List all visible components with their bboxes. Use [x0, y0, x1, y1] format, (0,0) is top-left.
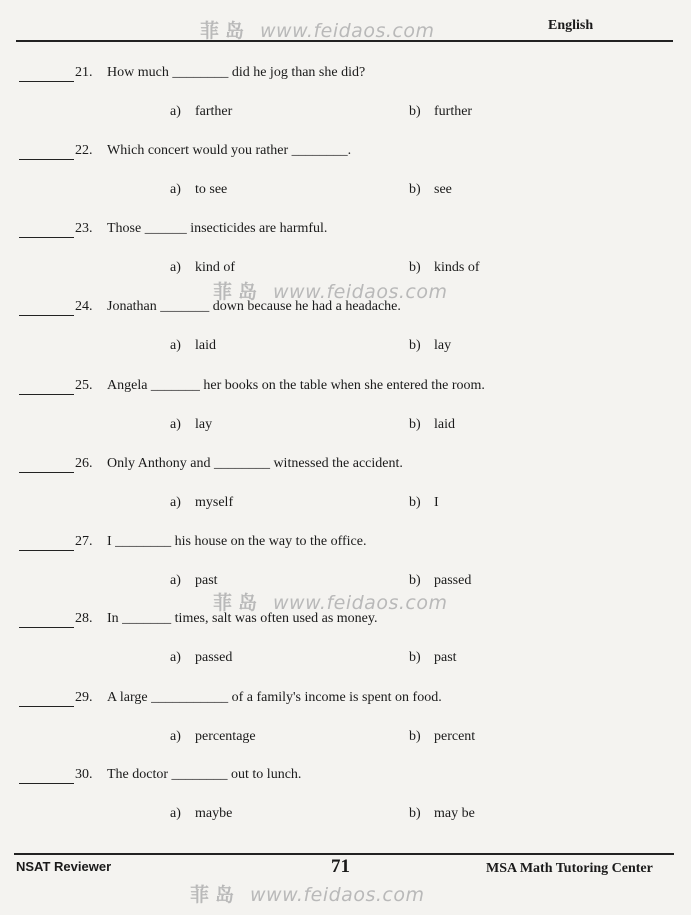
option-a[interactable]: [170, 181, 227, 198]
question-item: [0, 455, 691, 533]
question-text: I ________ his house on the way to the office.: [107, 534, 367, 549]
question-item: [0, 64, 691, 142]
answer-blank[interactable]: [19, 766, 74, 784]
option-letter: a): [170, 650, 181, 665]
option-letter: b): [409, 182, 421, 197]
question-number: 23.: [75, 221, 93, 236]
question-number: 27.: [75, 534, 93, 549]
question-number: 30.: [75, 767, 93, 782]
watermark-mark: 菲岛: [190, 884, 241, 906]
option-text: percentage: [195, 729, 256, 744]
footer-publisher: MSA Math Tutoring Center: [486, 861, 653, 876]
watermark-url: www.feidaos.com: [273, 592, 448, 614]
option-text: may be: [434, 806, 475, 821]
option-letter: b): [409, 104, 421, 119]
option-letter: a): [170, 417, 181, 432]
option-a[interactable]: [170, 259, 235, 276]
option-text: passed: [195, 650, 233, 665]
option-text: laid: [434, 417, 455, 432]
question-item: [0, 220, 691, 298]
answer-blank[interactable]: [19, 610, 74, 628]
option-text: myself: [195, 495, 234, 510]
watermark-url: www.feidaos.com: [273, 281, 448, 303]
question-number: 29.: [75, 690, 93, 705]
option-letter: b): [409, 495, 421, 510]
option-b[interactable]: [409, 572, 471, 589]
option-a[interactable]: [170, 416, 212, 433]
option-text: lay: [434, 338, 452, 353]
question-text: In _______ times, salt was often used as money.: [107, 611, 378, 626]
question-item: [0, 689, 691, 767]
question-text: How much ________ did he jog than she did?: [107, 65, 366, 80]
option-text: maybe: [195, 806, 233, 821]
watermark-url: www.feidaos.com: [250, 884, 425, 906]
question-text: A large ___________ of a family's income is spent on food.: [107, 690, 442, 705]
option-b[interactable]: [409, 649, 457, 666]
option-text: kind of: [195, 260, 236, 275]
watermark-mark: 菲岛: [200, 20, 251, 42]
option-b[interactable]: [409, 728, 475, 745]
option-letter: a): [170, 182, 181, 197]
option-letter: a): [170, 573, 181, 588]
option-letter: b): [409, 417, 421, 432]
answer-blank[interactable]: [19, 142, 74, 160]
option-a[interactable]: [170, 805, 232, 822]
option-a[interactable]: [170, 103, 232, 120]
question-number: 26.: [75, 456, 93, 471]
question-number: 22.: [75, 143, 93, 158]
answer-blank[interactable]: [19, 455, 74, 473]
question-text: Jonathan _______ down because he had a headache.: [107, 299, 401, 314]
option-a[interactable]: [170, 728, 256, 745]
option-text: passed: [434, 573, 472, 588]
option-letter: b): [409, 806, 421, 821]
answer-blank[interactable]: [19, 533, 74, 551]
option-text: I: [434, 495, 439, 510]
question-text: Which concert would you rather ________.: [107, 143, 352, 158]
option-letter: b): [409, 338, 421, 353]
answer-blank[interactable]: [19, 298, 74, 316]
question-item: [0, 298, 691, 376]
option-b[interactable]: [409, 259, 480, 276]
header-subject: English: [548, 18, 594, 33]
option-text: past: [434, 650, 457, 665]
option-letter: a): [170, 338, 181, 353]
answer-blank[interactable]: [19, 64, 74, 82]
option-letter: a): [170, 104, 181, 119]
answer-blank[interactable]: [19, 377, 74, 395]
option-a[interactable]: [170, 494, 233, 511]
option-text: past: [195, 573, 218, 588]
option-letter: a): [170, 806, 181, 821]
watermark-mark: 菲岛: [213, 281, 264, 303]
option-letter: a): [170, 260, 181, 275]
question-item: [0, 533, 691, 611]
watermark: [200, 16, 434, 43]
question-text: Angela _______ her books on the table when she entered the room.: [107, 378, 485, 393]
question-number: 25.: [75, 378, 93, 393]
question-text: The doctor ________ out to lunch.: [107, 767, 302, 782]
option-letter: b): [409, 650, 421, 665]
question-text: Only Anthony and ________ witnessed the accident.: [107, 456, 403, 471]
watermark: [190, 880, 424, 907]
option-text: laid: [195, 338, 216, 353]
option-text: lay: [195, 417, 213, 432]
answer-blank[interactable]: [19, 220, 74, 238]
option-b[interactable]: [409, 805, 475, 822]
option-a[interactable]: [170, 649, 232, 666]
option-text: percent: [434, 729, 476, 744]
footer-title: NSAT Reviewer: [16, 859, 112, 874]
option-text: to see: [195, 182, 228, 197]
question-item: [0, 377, 691, 455]
footer-rule: [14, 853, 674, 855]
option-b[interactable]: [409, 494, 439, 511]
question-text: Those ______ insecticides are harmful.: [107, 221, 328, 236]
question-item: [0, 766, 691, 844]
option-text: farther: [195, 104, 233, 119]
option-text: kinds of: [434, 260, 480, 275]
question-number: 28.: [75, 611, 93, 626]
option-text: see: [434, 182, 452, 197]
answer-blank[interactable]: [19, 689, 74, 707]
watermark-url: www.feidaos.com: [260, 20, 435, 42]
option-text: further: [434, 104, 473, 119]
option-a[interactable]: [170, 572, 218, 589]
option-letter: b): [409, 573, 421, 588]
option-b[interactable]: [409, 103, 472, 120]
option-b[interactable]: [409, 181, 452, 198]
question-number: 24.: [75, 299, 93, 314]
question-item: [0, 142, 691, 220]
question-item: [0, 610, 691, 688]
option-letter: b): [409, 260, 421, 275]
option-letter: a): [170, 495, 181, 510]
option-b[interactable]: [409, 416, 455, 433]
option-letter: b): [409, 729, 421, 744]
question-number: 21.: [75, 65, 93, 80]
option-a[interactable]: [170, 337, 216, 354]
page-number: 71: [331, 856, 350, 877]
watermark-mark: 菲岛: [213, 592, 264, 614]
option-letter: a): [170, 729, 181, 744]
option-b[interactable]: [409, 337, 451, 354]
